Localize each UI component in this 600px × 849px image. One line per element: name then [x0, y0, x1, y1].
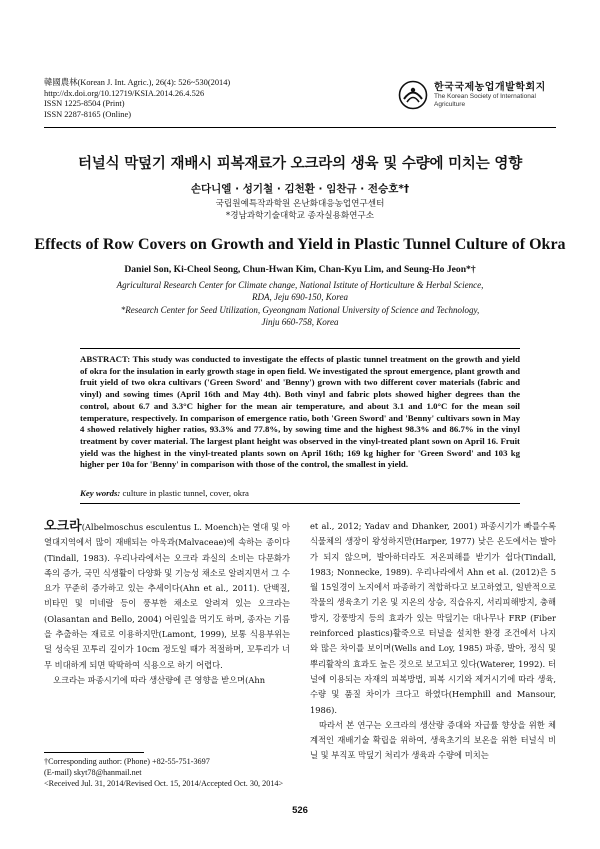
affiliation-en-4: Jinju 660-758, Korea: [261, 317, 339, 328]
corresponding-author: †Corresponding author: (Phone) +82-55-751-3697: [44, 757, 210, 766]
title-english: Effects of Row Covers on Growth and Yield in Plastic Tunnel Culture of Okra: [34, 236, 566, 253]
footnote-rule: [44, 752, 144, 753]
abstract-top-rule: [80, 348, 520, 349]
body-column-left: [44, 519, 290, 688]
affiliations-korean: [0, 198, 600, 222]
header-divider: [44, 127, 556, 128]
intro-paragraph-1-text: (Albelmoschus esculentus L. Moench)는 열대 및 아열대지역에서 많이 재배되는 아욱과(Malvaceae)에 속하는 종이다(Tindall, 1983). 우리나라에서는 오크라 과실의 소비는 다문화가족의 증가, 국민 식생활이 다양화 및 기능성 채소로 알려지면서 그 수요가 꾸준히 증가하고 있는 추세이다(Ahn et al., 2011). 단백질, 비타민 및 미네랄 등이 풍부한 채소로 알려져 있는 오크라는(Olasantan and Bello, 2004) 어린잎을 먹기도 하며, 종자는 기름을 추출하는 재료로 이용하지만(Lamont, 1999), 보통 식용부위는 덜 성숙된 꼬투리 길이가 10cm 정도일 때가 적절하며, 꼬투리가 너무 비대하게 되면 딱딱하여 식용으로 하기 어렵다.: [44, 522, 290, 670]
keywords-label: Key words:: [80, 488, 121, 498]
intro-paragraph-2: 오크라는 파종시기에 따라 생산량에 큰 영향을 받으며(Ahn: [53, 674, 266, 685]
intro-paragraph-1: [44, 519, 290, 673]
society-name-en-line2: Agriculture: [434, 101, 466, 108]
keywords: [80, 488, 520, 498]
society-name-ko: 한국국제농업개발학회지: [434, 82, 546, 93]
affiliation-ko-1: 국립원예특작과학원 온난화대응농업연구센터: [215, 199, 385, 209]
society-name-en-line1: The Korean Society of International: [434, 93, 536, 100]
issn-online: ISSN 2287-8165 (Online): [44, 109, 132, 119]
affiliation-en-1: Agricultural Research Center for Climate change, National Istitute of Horticulture & Herbal Science,: [116, 280, 484, 290]
issn-print: ISSN 1225-8504 (Print): [44, 99, 125, 109]
keywords-text: culture in plastic tunnel, cover, okra: [122, 488, 249, 498]
page-number: 526: [292, 805, 308, 816]
body-column-right: [310, 519, 556, 764]
abstract: ABSTRACT: This study was conducted to investigate the effects of plastic tunnel treatment on the growth and yield of okra for the insulation in early growth stage in open field. We investigated the sprout emergence, plant growth and fruit yield of two okra cultivars ('Green Sword' and 'Benny') grown with two different cover materials (fabric and vinyl) and sowing times (April 16th and May 4th). Both vinyl and fabric plots showed higher degrees than the control, about 6.7 and 3.3°C higher for the mean air temperature, and about 3.1 and 1.0°C for the mean soil temperature, respectively. In comparison of emergence ratio, both 'Green Sword' and 'Benny' cultivars sown in May 4 showed relatively higher ratios, 93.3% and 77.8%, by sowing time and the highest 98.3% and 86.7% in the vinyl treatment by cover material. The largest plant height was observed in the vinyl-treated plant sown on April 16. Fruit yield was the highest in the vinyl-treated plants sown on April 16th; 169 kg higher for 'Green Sword' and 103 kg higher per 10a for 'Benny' in comparison with those of the control, the smallest in yield.: [80, 354, 520, 470]
title-korean: 터널식 막덮기 재배시 피복재료가 오크라의 생육 및 수량에 미치는 영향: [77, 156, 523, 172]
affiliation-en-2: RDA, Jeju 690-150, Korea: [252, 292, 348, 303]
doi-link[interactable]: http://dx.doi.org/10.12719/KSIA.2014.26.4.526: [44, 88, 205, 98]
affiliations-english: [0, 279, 600, 329]
journal-header: [44, 78, 230, 120]
lead-word: 오크라: [44, 519, 82, 534]
footnote: [44, 757, 290, 789]
intro-paragraph-4: 따라서 본 연구는 오크라의 생산량 증대와 자급률 향상을 위한 체계적인 재배기술 확립을 위하여, 생육초기의 보온을 위한 터널식 비닐 및 부직포 막덮기 처리가 생육과 수량에 미치는: [310, 719, 556, 761]
intro-paragraph-3: et al., 2012; Yadav and Dhanker, 2001) 파종시기가 빠를수록 식물체의 생장이 왕성하지만(Harper, 1977) 낮은 온도에서는 발아가 되지 않으며, 발아하더라도 저온피해를 받기가 쉽다(Tindall, 1983; Nonnecke, 1989). 우리나라에서 Ahn et al. (2012)은 5월 15일경이 노지에서 파종하기 적합하다고 보고하였고, 일반적으로 작물의 생육초기 기온 및 지온의 상승, 직습유지, 서리피해방지, 충해방지, 강풍방지 등의 효과가 있는 막덮기는 대나무나 FRP (Fiber reinforced plastics)활죽으로 터널을 설치한 환경 조건에서 나지와 많은 차이를 보이며(Wells and Loy, 1985) 파종, 발아, 정식 및 뿌리활착의 효과도 높은 것으로 보고되고 있다(Waterer, 1992). 터널에 이용되는 자재의 피복방법, 피복 시기와 제거시기에 따라 생육, 수량 및 품질 차이가 크다고 하였다(Hemphill and Mansour, 1986).: [310, 521, 556, 715]
affiliation-en-3: *Research Center for Seed Utilization, Gyeongnam National University of Science and Technology,: [120, 304, 480, 315]
affiliation-ko-2: *경남과학기술대학교 종자실용화연구소: [225, 211, 375, 221]
abstract-bottom-rule: [80, 503, 520, 504]
society-logo: [398, 78, 558, 114]
authors-english: Daniel Son, Ki-Cheol Seong, Chun-Hwan Kim, Chan-Kyu Lim, and Seung-Ho Jeon*†: [124, 264, 476, 275]
authors-korean: 손다니엘 · 성기철 · 김천환 · 임찬규 · 전승호*†: [190, 183, 410, 195]
society-emblem-icon: [398, 80, 428, 110]
author-email[interactable]: (E-mail) skyt78@hanmail.net: [44, 767, 142, 777]
received-dates: <Received Jul. 31, 2014/Revised Oct. 15, 2014/Accepted Oct. 30, 2014>: [44, 778, 284, 788]
journal-citation: 韓國農林(Korean J. Int. Agric.), 26(4): 526~530(2014): [44, 78, 231, 87]
